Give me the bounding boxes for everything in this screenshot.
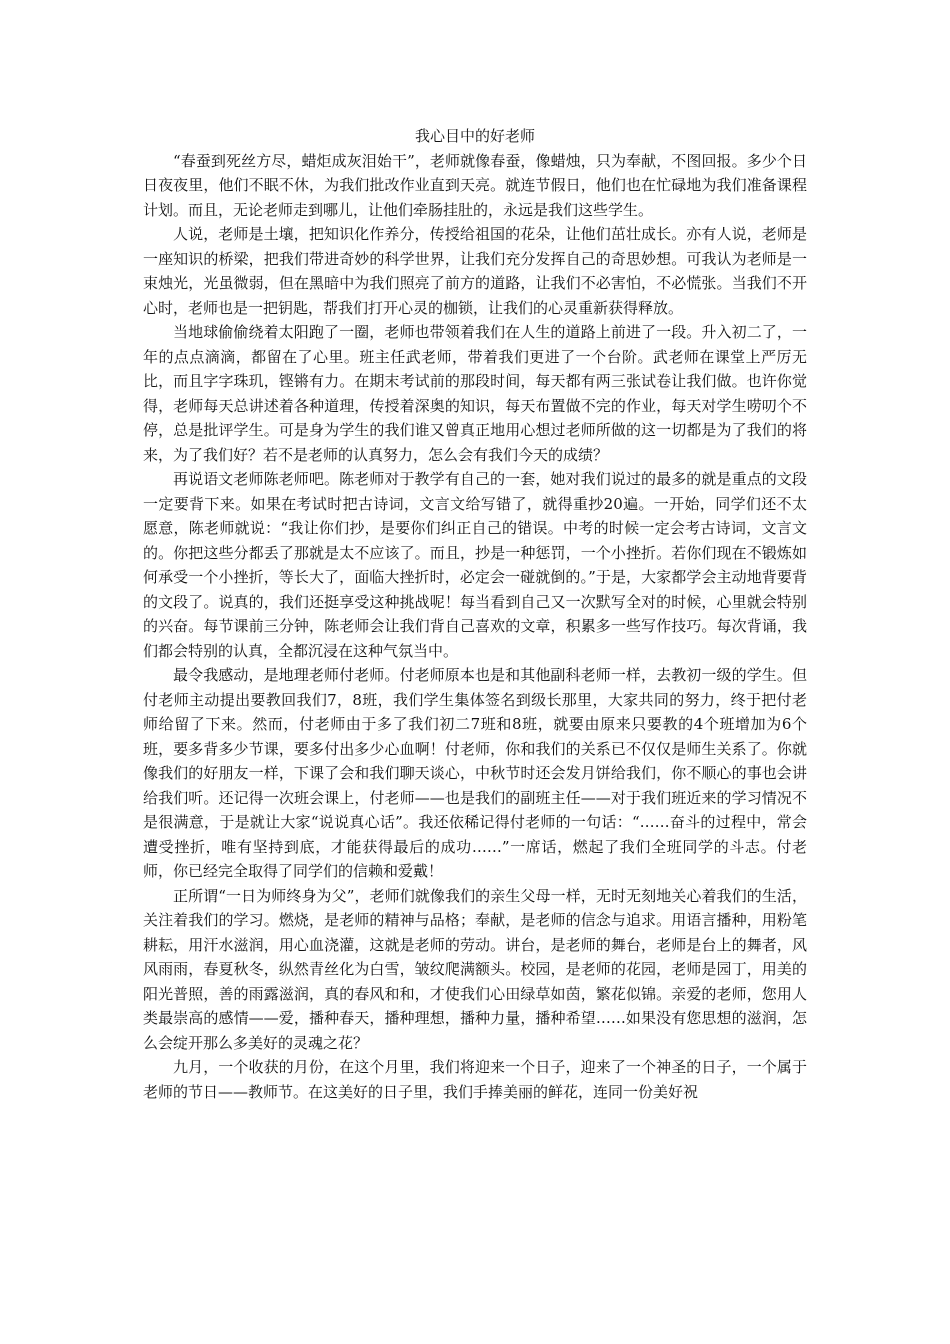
paragraph-5: 最令我感动，是地理老师付老师。付老师原本也是和其他副科老师一样，去教初一级的学生。但付老师主动提出要教回我们7，8班，我们学生集体签名到级长那里，大家共同的努力，终于把付老师给留了下来。然而，付老师由于多了我们初二7班和8班，就要由原来只要教的4个班增加为6个班，要多背多少节课，要多付出多少心血啊！付老师，你和我们的关系已不仅仅是师生关系了。你就像我们的好朋友一样，下课了会和我们聊天谈心，中秋节时还会发月饼给我们，你不顺心的事也会讲给我们听。还记得一次班会课上，付老师——也是我们的副班主任——对于我们班近来的学习情况不是很满意，于是就让大家“说说真心话”。我还依稀记得付老师的一句话：“……奋斗的过程中，常会遭受挫折，唯有坚持到底，才能获得最后的成功……”一席话，燃起了我们全班同学的斗志。付老师，你已经完全取得了同学们的信赖和爱戴！ — [143, 666, 807, 880]
paragraph-1: “春蚕到死丝方尽，蜡炬成灰泪始干”，老师就像春蚕，像蜡烛，只为奉献，不图回报。多少个日日夜夜里，他们不眠不休，为我们批改作业直到天亮。就连节假日，他们也在忙碌地为我们准备课程计划。而且，无论老师走到哪儿，让他们牵肠挂肚的，永远是我们这些学生。 — [143, 151, 807, 219]
document-title: 我心目中的好老师 — [414, 127, 535, 145]
paragraph-6: 正所谓“一日为师终身为父”，老师们就像我们的亲生父母一样，无时无刻地关心着我们的生活，关注着我们的学习。燃烧，是老师的精神与品格；奉献，是老师的信念与追求。用语言播种，用粉笔耕耘，用汗水滋润，用心血浇灌，这就是老师的劳动。讲台，是老师的舞台，老师是台上的舞者，风风雨雨，春夏秋冬，纵然青丝化为白雪，皱纹爬满额头。校园，是老师的花园，老师是园丁，用美的阳光普照，善的雨露滋润，真的春风和和，才使我们心田绿草如茵，繁花似锦。亲爱的老师，您用人类最崇高的感情——爱，播种春天，播种理想，播种力量，播种希望……如果没有您思想的滋润，怎么会绽开那么多美好的灵魂之花？ — [143, 886, 807, 1052]
document-page — [143, 124, 807, 1104]
paragraph-3: 当地球偷偷绕着太阳跑了一圈，老师也带领着我们在人生的道路上前进了一段。升入初二了，一年的点点滴滴，都留在了心里。班主任武老师，带着我们更进了一个台阶。武老师在课堂上严厉无比，而且字字珠玑，铿锵有力。在期末考试前的那段时间，每天都有两三张试卷让我们做。也许你觉得，老师每天总讲述着各种道理，传授着深奥的知识，每天布置做不完的作业，每天对学生唠叨个不停，总是批评学生。可是身为学生的我们谁又曾真正地用心想过老师所做的这一切都是为了我们的将来，为了我们好？若不是老师的认真努力，怎么会有我们今天的成绩？ — [143, 323, 807, 464]
paragraph-7: 九月，一个收获的月份，在这个月里，我们将迎来一个日子，迎来了一个神圣的日子，一个属于老师的节日——教师节。在这美好的日子里，我们手捧美丽的鲜花，连同一份美好祝 — [143, 1058, 807, 1101]
paragraph-4: 再说语文老师陈老师吧。陈老师对于教学有自己的一套，她对我们说过的最多的就是重点的文段一定要背下来。如果在考试时把古诗词，文言文给写错了，就得重抄20遍。一开始，同学们还不太愿意，陈老师就说：“我让你们抄，是要你们纠正自己的错误。中考的时候一定会考古诗词，文言文的。你把这些分都丢了那就是太不应该了。而且，抄是一种惩罚，一个小挫折。若你们现在不锻炼如何承受一个小挫折，等长大了，面临大挫折时，必定会一碰就倒的。”于是，大家都学会主动地背要背的文段了。说真的，我们还挺享受这种挑战呢！每当看到自己又一次默写全对的时候，心里就会特别的兴奋。每节课前三分钟，陈老师会让我们背自己喜欢的文章，积累多一些写作技巧。每次背诵，我们都会特别的认真，全都沉浸在这种气氛当中。 — [143, 470, 807, 660]
paragraph-2: 人说，老师是土壤，把知识化作养分，传授给祖国的花朵，让他们茁壮成长。亦有人说，老师是一座知识的桥梁，把我们带进奇妙的科学世界，让我们充分发挥自己的奇思妙想。可我认为老师是一束烛光，光虽微弱，但在黑暗中为我们照亮了前方的道路，让我们不必害怕，不必慌张。当我们不开心时，老师也是一把钥匙，帮我们打开心灵的枷锁，让我们的心灵重新获得释放。 — [143, 225, 807, 317]
